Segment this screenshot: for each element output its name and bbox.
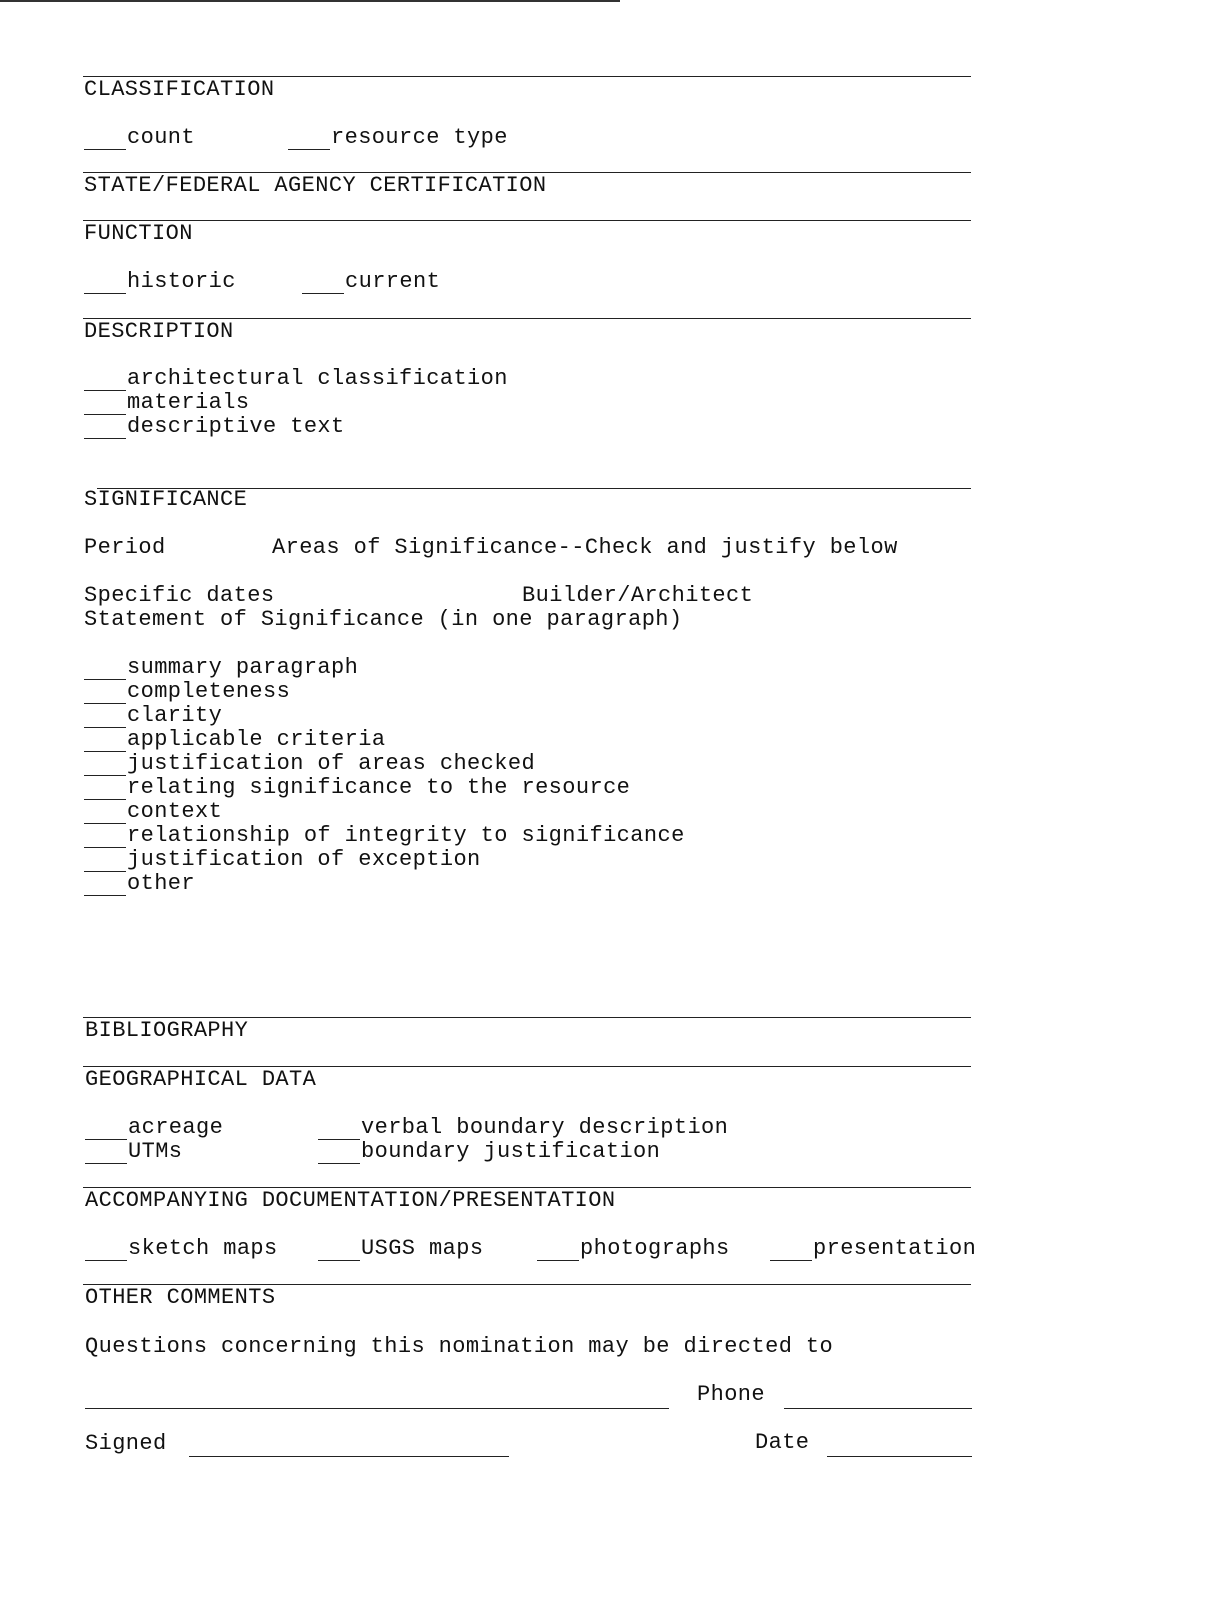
checklist-item-current xyxy=(302,270,440,294)
phone-label: Phone xyxy=(697,1382,766,1407)
context-label: context xyxy=(127,799,223,824)
checklist-item-summary-paragraph xyxy=(84,656,358,680)
function-rule xyxy=(83,220,971,221)
checklist-item-utms xyxy=(85,1140,182,1164)
certification-heading: STATE/FEDERAL AGENCY CERTIFICATION xyxy=(84,173,547,198)
summary-paragraph-label: summary paragraph xyxy=(127,655,359,680)
checklist-item-applicable-criteria xyxy=(84,728,385,752)
verbal-boundary-checkbox-blank[interactable] xyxy=(318,1119,360,1140)
comments-heading: OTHER COMMENTS xyxy=(85,1285,276,1310)
summary-paragraph-checkbox-blank[interactable] xyxy=(84,659,126,680)
checklist-item-boundary-justification xyxy=(318,1140,660,1164)
clarity-checkbox-blank[interactable] xyxy=(84,707,126,728)
usgs-maps-checkbox-blank[interactable] xyxy=(318,1240,360,1261)
boundary-justification-checkbox-blank[interactable] xyxy=(318,1143,360,1164)
date-label: Date xyxy=(755,1430,810,1455)
checklist-item-acreage xyxy=(85,1116,223,1140)
architectural-classification-label: architectural classification xyxy=(127,366,508,391)
justification-of-exception-checkbox-blank[interactable] xyxy=(84,851,126,872)
checklist-item-relating-significance xyxy=(84,776,630,800)
completeness-label: completeness xyxy=(127,679,291,704)
classification-heading: CLASSIFICATION xyxy=(84,77,275,102)
descriptive-text-label: descriptive text xyxy=(127,414,345,439)
checklist-item-presentation xyxy=(770,1237,976,1261)
geographical-heading: GEOGRAPHICAL DATA xyxy=(85,1067,317,1092)
historic-label: historic xyxy=(127,269,236,294)
checklist-item-justification-of-areas xyxy=(84,752,535,776)
function-heading: FUNCTION xyxy=(84,221,193,246)
period-label: Period xyxy=(84,535,166,560)
count-checkbox-blank[interactable] xyxy=(84,129,126,150)
checklist-item-clarity xyxy=(84,704,222,728)
utms-checkbox-blank[interactable] xyxy=(85,1143,127,1164)
other-checkbox-blank[interactable] xyxy=(84,875,126,896)
justification-of-areas-checkbox-blank[interactable] xyxy=(84,755,126,776)
date-field[interactable] xyxy=(827,1456,972,1457)
checklist-item-materials xyxy=(84,391,249,415)
count-label: count xyxy=(127,125,196,150)
bibliography-heading: BIBLIOGRAPHY xyxy=(85,1018,249,1043)
relating-significance-label: relating significance to the resource xyxy=(127,775,631,800)
checklist-item-verbal-boundary xyxy=(318,1116,728,1140)
significance-heading: SIGNIFICANCE xyxy=(84,487,248,512)
materials-checkbox-blank[interactable] xyxy=(84,394,126,415)
checklist-item-photographs xyxy=(537,1237,730,1261)
context-checkbox-blank[interactable] xyxy=(84,803,126,824)
areas-of-significance-label: Areas of Significance--Check and justify below xyxy=(272,535,898,560)
description-heading: DESCRIPTION xyxy=(84,319,234,344)
checklist-item-count xyxy=(84,126,195,150)
descriptive-text-checkbox-blank[interactable] xyxy=(84,418,126,439)
documentation-heading: ACCOMPANYING DOCUMENTATION/PRESENTATION xyxy=(85,1188,616,1213)
checklist-item-resource-type xyxy=(288,126,508,150)
signature-field[interactable] xyxy=(189,1456,509,1457)
boundary-justification-label: boundary justification xyxy=(361,1139,661,1164)
architectural-classification-checkbox-blank[interactable] xyxy=(84,370,126,391)
photographs-label: photographs xyxy=(580,1236,730,1261)
checklist-item-justification-of-exception xyxy=(84,848,481,872)
usgs-maps-label: USGS maps xyxy=(361,1236,484,1261)
checklist-item-descriptive-text xyxy=(84,415,345,439)
justification-of-exception-label: justification of exception xyxy=(127,847,481,872)
relating-significance-checkbox-blank[interactable] xyxy=(84,779,126,800)
acreage-label: acreage xyxy=(128,1115,224,1140)
presentation-checkbox-blank[interactable] xyxy=(770,1240,812,1261)
current-checkbox-blank[interactable] xyxy=(302,273,344,294)
historic-checkbox-blank[interactable] xyxy=(84,273,126,294)
relationship-of-integrity-checkbox-blank[interactable] xyxy=(84,827,126,848)
resource-type-checkbox-blank[interactable] xyxy=(288,129,330,150)
checklist-item-context xyxy=(84,800,222,824)
checklist-item-usgs-maps xyxy=(318,1237,483,1261)
checklist-item-sketch-maps xyxy=(85,1237,278,1261)
builder-architect-label: Builder/Architect xyxy=(522,583,754,608)
resource-type-label: resource type xyxy=(331,125,508,150)
acreage-checkbox-blank[interactable] xyxy=(85,1119,127,1140)
top-edge-rule xyxy=(0,0,620,2)
clarity-label: clarity xyxy=(127,703,223,728)
statement-of-significance-label: Statement of Significance (in one paragraph) xyxy=(84,607,683,632)
signed-label: Signed xyxy=(85,1431,167,1456)
applicable-criteria-label: applicable criteria xyxy=(127,727,386,752)
sketch-maps-checkbox-blank[interactable] xyxy=(85,1240,127,1261)
other-label: other xyxy=(127,871,196,896)
applicable-criteria-checkbox-blank[interactable] xyxy=(84,731,126,752)
contact-name-field[interactable] xyxy=(85,1408,669,1409)
utms-label: UTMs xyxy=(128,1139,183,1164)
checklist-item-relationship-of-integrity xyxy=(84,824,685,848)
specific-dates-label: Specific dates xyxy=(84,583,275,608)
photographs-checkbox-blank[interactable] xyxy=(537,1240,579,1261)
checklist-item-architectural-classification xyxy=(84,367,508,391)
phone-field[interactable] xyxy=(784,1408,972,1409)
verbal-boundary-label: verbal boundary description xyxy=(361,1115,729,1140)
sketch-maps-label: sketch maps xyxy=(128,1236,278,1261)
presentation-label: presentation xyxy=(813,1236,977,1261)
checklist-item-completeness xyxy=(84,680,290,704)
materials-label: materials xyxy=(127,390,250,415)
questions-text: Questions concerning this nomination may be directed to xyxy=(85,1334,834,1359)
completeness-checkbox-blank[interactable] xyxy=(84,683,126,704)
relationship-of-integrity-label: relationship of integrity to significance xyxy=(127,823,685,848)
checklist-item-other xyxy=(84,872,195,896)
checklist-item-historic xyxy=(84,270,236,294)
justification-of-areas-label: justification of areas checked xyxy=(127,751,536,776)
current-label: current xyxy=(345,269,441,294)
